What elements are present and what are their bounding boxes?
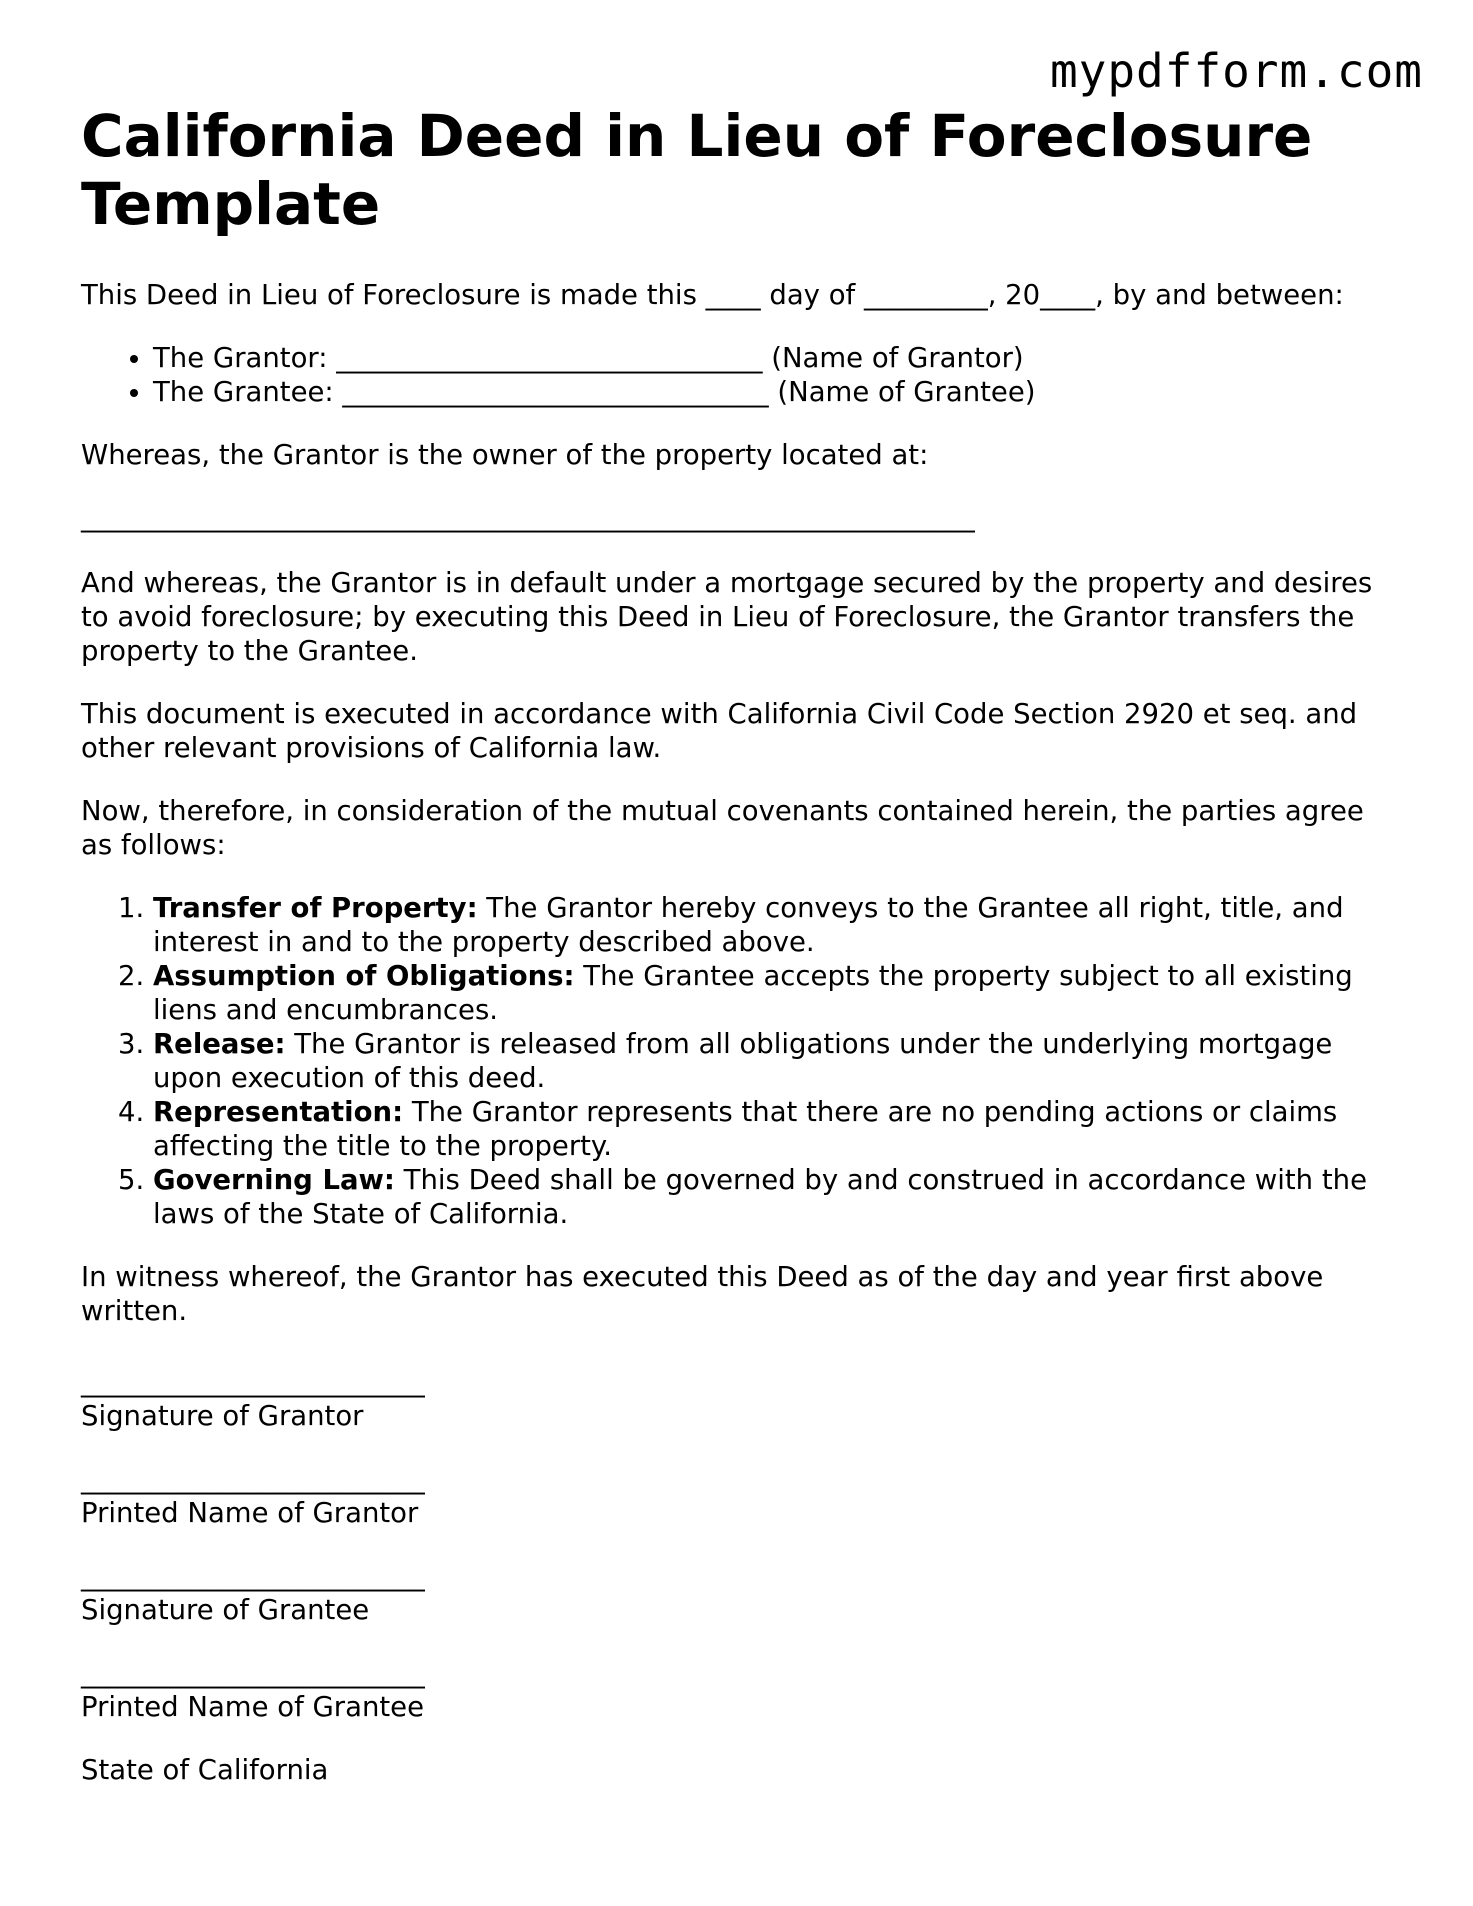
document-title: California Deed in Lieu of Foreclosure Template xyxy=(81,102,1313,238)
signature-block-grantee xyxy=(81,1559,1401,1627)
witness-paragraph: In witness whereof, the Grantor has executed this Deed as of the day and year first above written. xyxy=(81,1261,1324,1327)
term-title: Release: xyxy=(153,1028,286,1060)
term-item xyxy=(153,891,1401,959)
term-title: Representation: xyxy=(153,1096,404,1128)
signature-line: _________________________ xyxy=(81,1657,425,1689)
legal-basis-paragraph: This document is executed in accordance with California Civil Code Section 2920 et seq. and other relevant provisions of California law. xyxy=(81,698,1358,764)
term-text: The Grantee accepts the property subject to all existing liens and encumbrances. xyxy=(153,960,1353,1026)
signature-block-grantor xyxy=(81,1365,1401,1433)
term-title: Assumption of Obligations: xyxy=(153,960,575,992)
term-title: Transfer of Property: xyxy=(153,892,478,924)
signature-label: Printed Name of Grantor xyxy=(81,1497,419,1529)
signature-label: Signature of Grantee xyxy=(81,1594,370,1626)
signature-line: _________________________ xyxy=(81,1560,425,1592)
term-text: The Grantor is released from all obligations under the underlying mortgage upon execution of this deed. xyxy=(153,1028,1333,1094)
term-title: Governing Law: xyxy=(153,1164,395,1196)
party-grantor: • The Grantor: _______________________________ (Name of Grantor) xyxy=(153,341,1401,375)
term-item xyxy=(153,1095,1401,1163)
intro-paragraph: This Deed in Lieu of Foreclosure is made this ____ day of _________, 20____, by and between: xyxy=(81,279,1344,311)
term-text: This Deed shall be governed by and construed in accordance with the laws of the State of California. xyxy=(153,1164,1367,1230)
parties-list xyxy=(81,341,1401,409)
terms-list xyxy=(81,891,1401,1231)
whereas-property-paragraph: Whereas, the Grantor is the owner of the property located at: xyxy=(81,439,929,471)
term-text: The Grantor hereby conveys to the Grantee all right, title, and interest in and to the property described above. xyxy=(153,892,1344,958)
term-item xyxy=(153,1163,1401,1231)
signature-line: _________________________ xyxy=(81,1366,425,1398)
party-grantee: • The Grantee: _______________________________ (Name of Grantee) xyxy=(153,375,1401,409)
term-item xyxy=(153,959,1401,1027)
whereas-default-paragraph: And whereas, the Grantor is in default under a mortgage secured by the property and desires to avoid foreclosure; by executing this Deed in Lieu of Foreclosure, the Grantor transfers the property to the Grantee. xyxy=(81,567,1373,667)
site-watermark: mypdfform.com xyxy=(1049,44,1423,98)
document-page xyxy=(81,102,1401,1816)
printed-name-block-grantor xyxy=(81,1462,1401,1530)
consideration-paragraph: Now, therefore, in consideration of the mutual covenants contained herein, the parties agree as follows: xyxy=(81,795,1364,861)
signature-label: Printed Name of Grantee xyxy=(81,1691,425,1723)
term-item xyxy=(153,1027,1401,1095)
term-text: The Grantor represents that there are no pending actions or claims affecting the title to the property. xyxy=(153,1096,1338,1162)
signature-label: Signature of Grantor xyxy=(81,1400,364,1432)
property-address-line: _________________________________________________________________ xyxy=(81,501,975,533)
signature-line: _________________________ xyxy=(81,1463,425,1495)
state-label: State of California xyxy=(81,1754,329,1786)
printed-name-block-grantee xyxy=(81,1656,1401,1724)
